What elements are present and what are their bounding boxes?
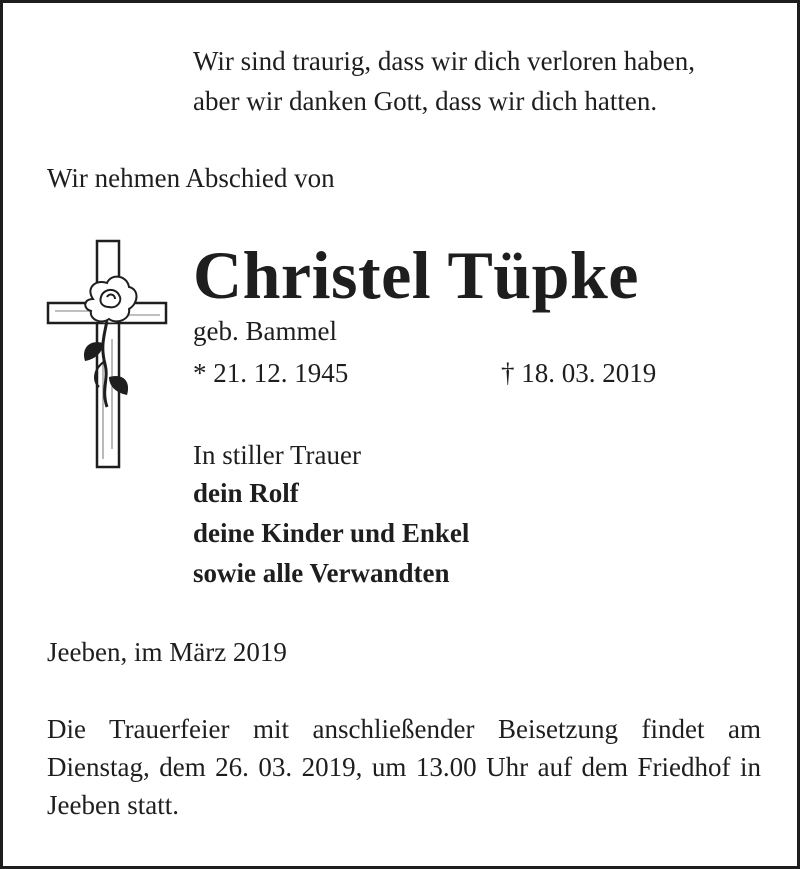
ceremony-details: Die Trauerfeier mit anschließender Beisetzung findet am Dienstag, dem 26. 03. 2019, um 13.00 Uhr auf dem Friedhof in Jeeben statt.	[47, 714, 761, 820]
death-date: † 18. 03. 2019	[501, 358, 657, 388]
farewell-intro: Wir nehmen Abschied von	[47, 163, 335, 193]
mourner-line: deine Kinder und Enkel	[193, 518, 470, 548]
mourner-line: sowie alle Verwandten	[193, 558, 450, 588]
quote-line-2: aber wir danken Gott, dass wir dich hatten.	[193, 86, 658, 116]
mourning-label: In stiller Trauer	[193, 440, 361, 470]
place-and-date: Jeeben, im März 2019	[47, 637, 287, 667]
mourner-line: dein Rolf	[193, 478, 299, 508]
mourners-list	[193, 473, 469, 593]
memorial-quote	[193, 41, 695, 121]
cross-with-rose-icon	[45, 239, 169, 469]
birth-name: geb. Bammel	[193, 316, 337, 346]
quote-line-1: Wir sind traurig, dass wir dich verloren haben,	[193, 46, 696, 76]
birth-date: * 21. 12. 1945	[193, 358, 349, 388]
deceased-name: Christel Tüpke	[193, 237, 639, 313]
